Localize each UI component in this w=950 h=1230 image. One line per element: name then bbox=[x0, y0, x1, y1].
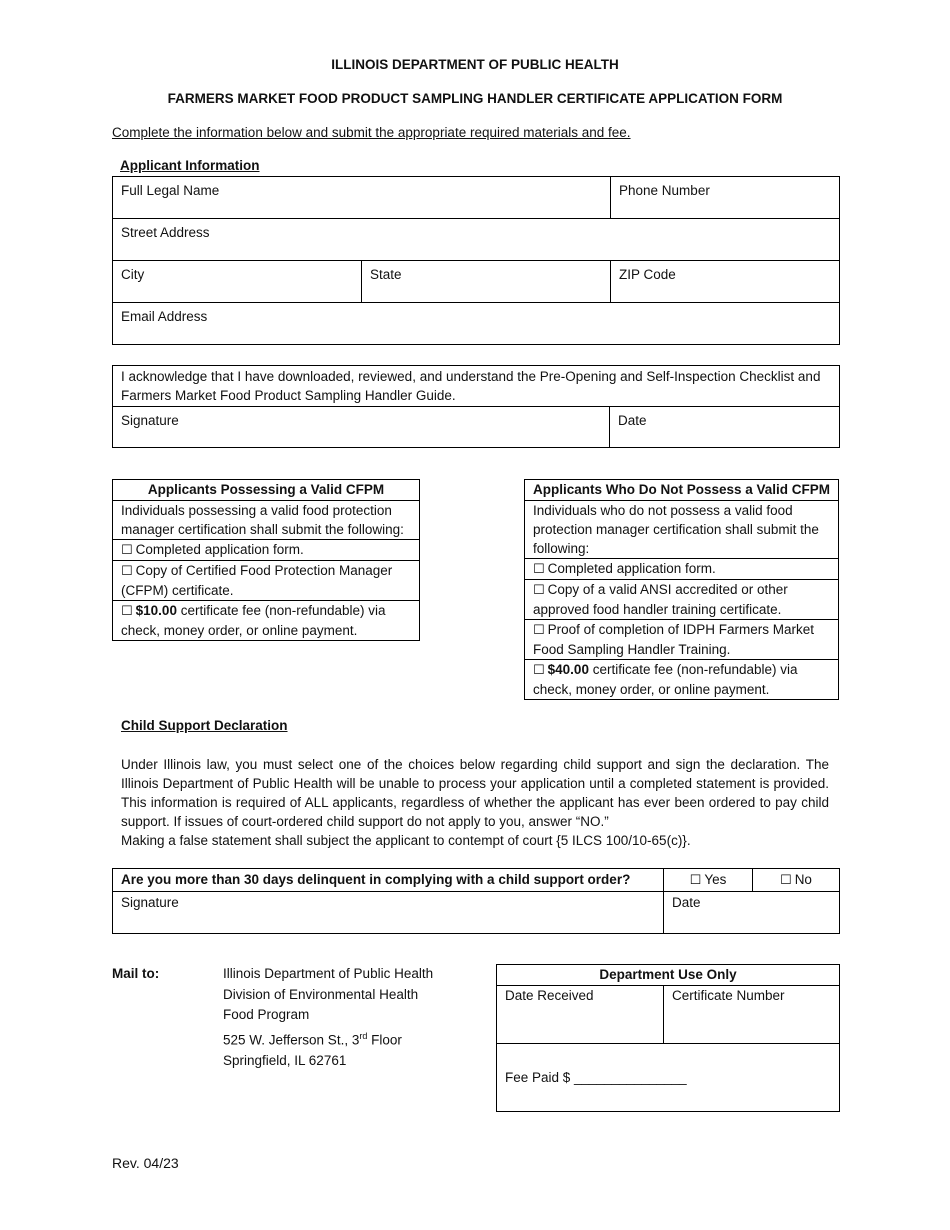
cfpm-none-item-application[interactable] bbox=[525, 559, 839, 580]
mail-line-1: Illinois Department of Public Health bbox=[223, 966, 434, 981]
acknowledgement-text: I acknowledge that I have downloaded, reviewed, and understand the Pre-Opening and Self-Inspection Checklist and Farmers Market Food Product Sampling Handler Guide. bbox=[113, 366, 840, 407]
state-label: State bbox=[370, 267, 402, 282]
checkbox-icon[interactable]: ☐ bbox=[121, 604, 133, 619]
child-support-warning: Making a false statement shall subject the applicant to contempt of court {5 ILCS 100/10-65(c)}. bbox=[121, 833, 691, 848]
checkbox-icon[interactable]: ☐ bbox=[121, 543, 133, 558]
child-support-table bbox=[112, 868, 840, 934]
applicant-section-title: Applicant Information bbox=[120, 158, 260, 173]
cfpm-valid-table bbox=[112, 479, 420, 641]
ack-signature-label: Signature bbox=[121, 413, 179, 428]
checkbox-icon[interactable]: ☐ bbox=[533, 623, 545, 638]
mail-line-4 bbox=[223, 1026, 433, 1051]
cs-signature-label: Signature bbox=[121, 895, 179, 910]
child-support-yes-option[interactable] bbox=[664, 869, 753, 892]
cert-number-label: Certificate Number bbox=[672, 988, 785, 1003]
street-address-label: Street Address bbox=[121, 225, 210, 240]
full-name-field[interactable] bbox=[113, 177, 611, 219]
street-address-field[interactable] bbox=[113, 219, 840, 261]
cfpm-none-table bbox=[524, 479, 839, 700]
checkbox-icon[interactable]: ☐ bbox=[121, 564, 133, 579]
checkbox-icon[interactable]: ☐ bbox=[689, 873, 702, 888]
dept-use-header: Department Use Only bbox=[497, 965, 840, 986]
cfpm-valid-item-application-text: Completed application form. bbox=[135, 542, 304, 557]
no-label: No bbox=[794, 872, 812, 887]
phone-label: Phone Number bbox=[619, 183, 710, 198]
mail-line-5: Springfield, IL 62761 bbox=[223, 1052, 347, 1068]
mail-line-4-sup: rd bbox=[359, 1030, 368, 1041]
mail-line-4-main: 525 W. Jefferson St., 3 bbox=[223, 1032, 360, 1047]
cfpm-none-fee-amount: $40.00 bbox=[547, 662, 589, 677]
yes-label: Yes bbox=[704, 872, 727, 887]
cfpm-none-item-idph-training[interactable] bbox=[525, 620, 839, 660]
mail-to-label: Mail to: bbox=[112, 966, 160, 981]
dept-use-table bbox=[496, 964, 840, 1112]
full-name-label: Full Legal Name bbox=[121, 183, 220, 198]
mail-line-3: Food Program bbox=[223, 1007, 310, 1022]
city-field[interactable] bbox=[113, 261, 362, 303]
mail-line-4-post: Floor bbox=[367, 1032, 402, 1047]
cs-date-label: Date bbox=[672, 895, 701, 910]
cfpm-valid-item-certificate-text: Copy of Certified Food Protection Manager (CFPM) certificate. bbox=[121, 563, 393, 598]
cfpm-none-item-fee[interactable] bbox=[525, 660, 839, 700]
cfpm-none-item-application-text: Completed application form. bbox=[547, 561, 716, 576]
cfpm-valid-header: Applicants Possessing a Valid CFPM bbox=[113, 480, 420, 501]
cfpm-valid-fee-amount: $10.00 bbox=[135, 603, 177, 618]
cfpm-none-item-training-cert-text: Copy of a valid ANSI accredited or other approved food handler training certificate. bbox=[533, 582, 788, 617]
mail-line-2: Division of Environmental Health bbox=[223, 986, 419, 1002]
child-support-paragraph: Under Illinois law, you must select one of the choices below regarding child support and sign the declaration. The Illinois Department of Public Health will be unable to process your application until a completed statement is provided. This information is required of ALL applicants, regardless of whether the applicant has ever been ordered to pay child support. If issues of court-ordered child support do not apply to you, answer “NO.” bbox=[121, 757, 829, 829]
date-received-label: Date Received bbox=[505, 988, 594, 1003]
ack-date-label: Date bbox=[618, 413, 647, 428]
checkbox-icon[interactable]: ☐ bbox=[533, 663, 545, 678]
checkbox-icon[interactable]: ☐ bbox=[533, 562, 545, 577]
checkbox-icon[interactable]: ☐ bbox=[533, 583, 545, 598]
acknowledgement-table bbox=[112, 365, 840, 448]
zip-field[interactable] bbox=[611, 261, 840, 303]
zip-label: ZIP Code bbox=[619, 267, 676, 282]
checkbox-icon[interactable]: ☐ bbox=[780, 873, 792, 888]
cfpm-valid-fee-text: certificate fee (non-refundable) via check, money order, or online payment. bbox=[121, 603, 386, 638]
child-support-no-option[interactable] bbox=[753, 869, 840, 892]
agency-title: ILLINOIS DEPARTMENT OF PUBLIC HEALTH bbox=[331, 57, 619, 72]
fee-paid-label: Fee Paid $ _______________ bbox=[505, 1070, 687, 1085]
cfpm-none-header: Applicants Who Do Not Possess a Valid CFPM bbox=[525, 480, 839, 501]
applicant-info-table bbox=[112, 176, 840, 345]
child-support-section-title: Child Support Declaration bbox=[121, 718, 288, 733]
state-field[interactable] bbox=[362, 261, 611, 303]
cs-date-field[interactable] bbox=[664, 892, 840, 934]
form-title: FARMERS MARKET FOOD PRODUCT SAMPLING HANDLER CERTIFICATE APPLICATION FORM bbox=[167, 91, 783, 106]
cfpm-none-item-idph-training-text: Proof of completion of IDPH Farmers Market Food Sampling Handler Training. bbox=[533, 622, 814, 657]
city-label: City bbox=[121, 267, 145, 282]
instruction-text: Complete the information below and submit the appropriate required materials and fee. bbox=[112, 125, 631, 140]
fee-paid-field[interactable] bbox=[497, 1044, 840, 1112]
ack-date-field[interactable] bbox=[610, 407, 840, 448]
cfpm-valid-item-certificate[interactable] bbox=[113, 561, 420, 601]
revision-label: Rev. 04/23 bbox=[112, 1155, 179, 1171]
email-label: Email Address bbox=[121, 309, 208, 324]
mail-address bbox=[223, 964, 433, 1071]
child-support-question: Are you more than 30 days delinquent in complying with a child support order? bbox=[113, 869, 664, 892]
date-received-field[interactable] bbox=[497, 986, 664, 1044]
cs-signature-field[interactable] bbox=[113, 892, 664, 934]
cert-number-field[interactable] bbox=[664, 986, 840, 1044]
cfpm-valid-intro: Individuals possessing a valid food protection manager certification shall submit the following: bbox=[113, 501, 420, 540]
cfpm-none-item-training-cert[interactable] bbox=[525, 580, 839, 620]
cfpm-none-intro: Individuals who do not possess a valid food protection manager certification shall submit the following: bbox=[525, 501, 839, 559]
cfpm-valid-item-fee[interactable] bbox=[113, 601, 420, 641]
cfpm-none-fee-text: certificate fee (non-refundable) via check, money order, or online payment. bbox=[533, 662, 798, 697]
phone-field[interactable] bbox=[611, 177, 840, 219]
email-field[interactable] bbox=[113, 303, 840, 345]
ack-signature-field[interactable] bbox=[113, 407, 610, 448]
cfpm-valid-item-application[interactable] bbox=[113, 540, 420, 561]
